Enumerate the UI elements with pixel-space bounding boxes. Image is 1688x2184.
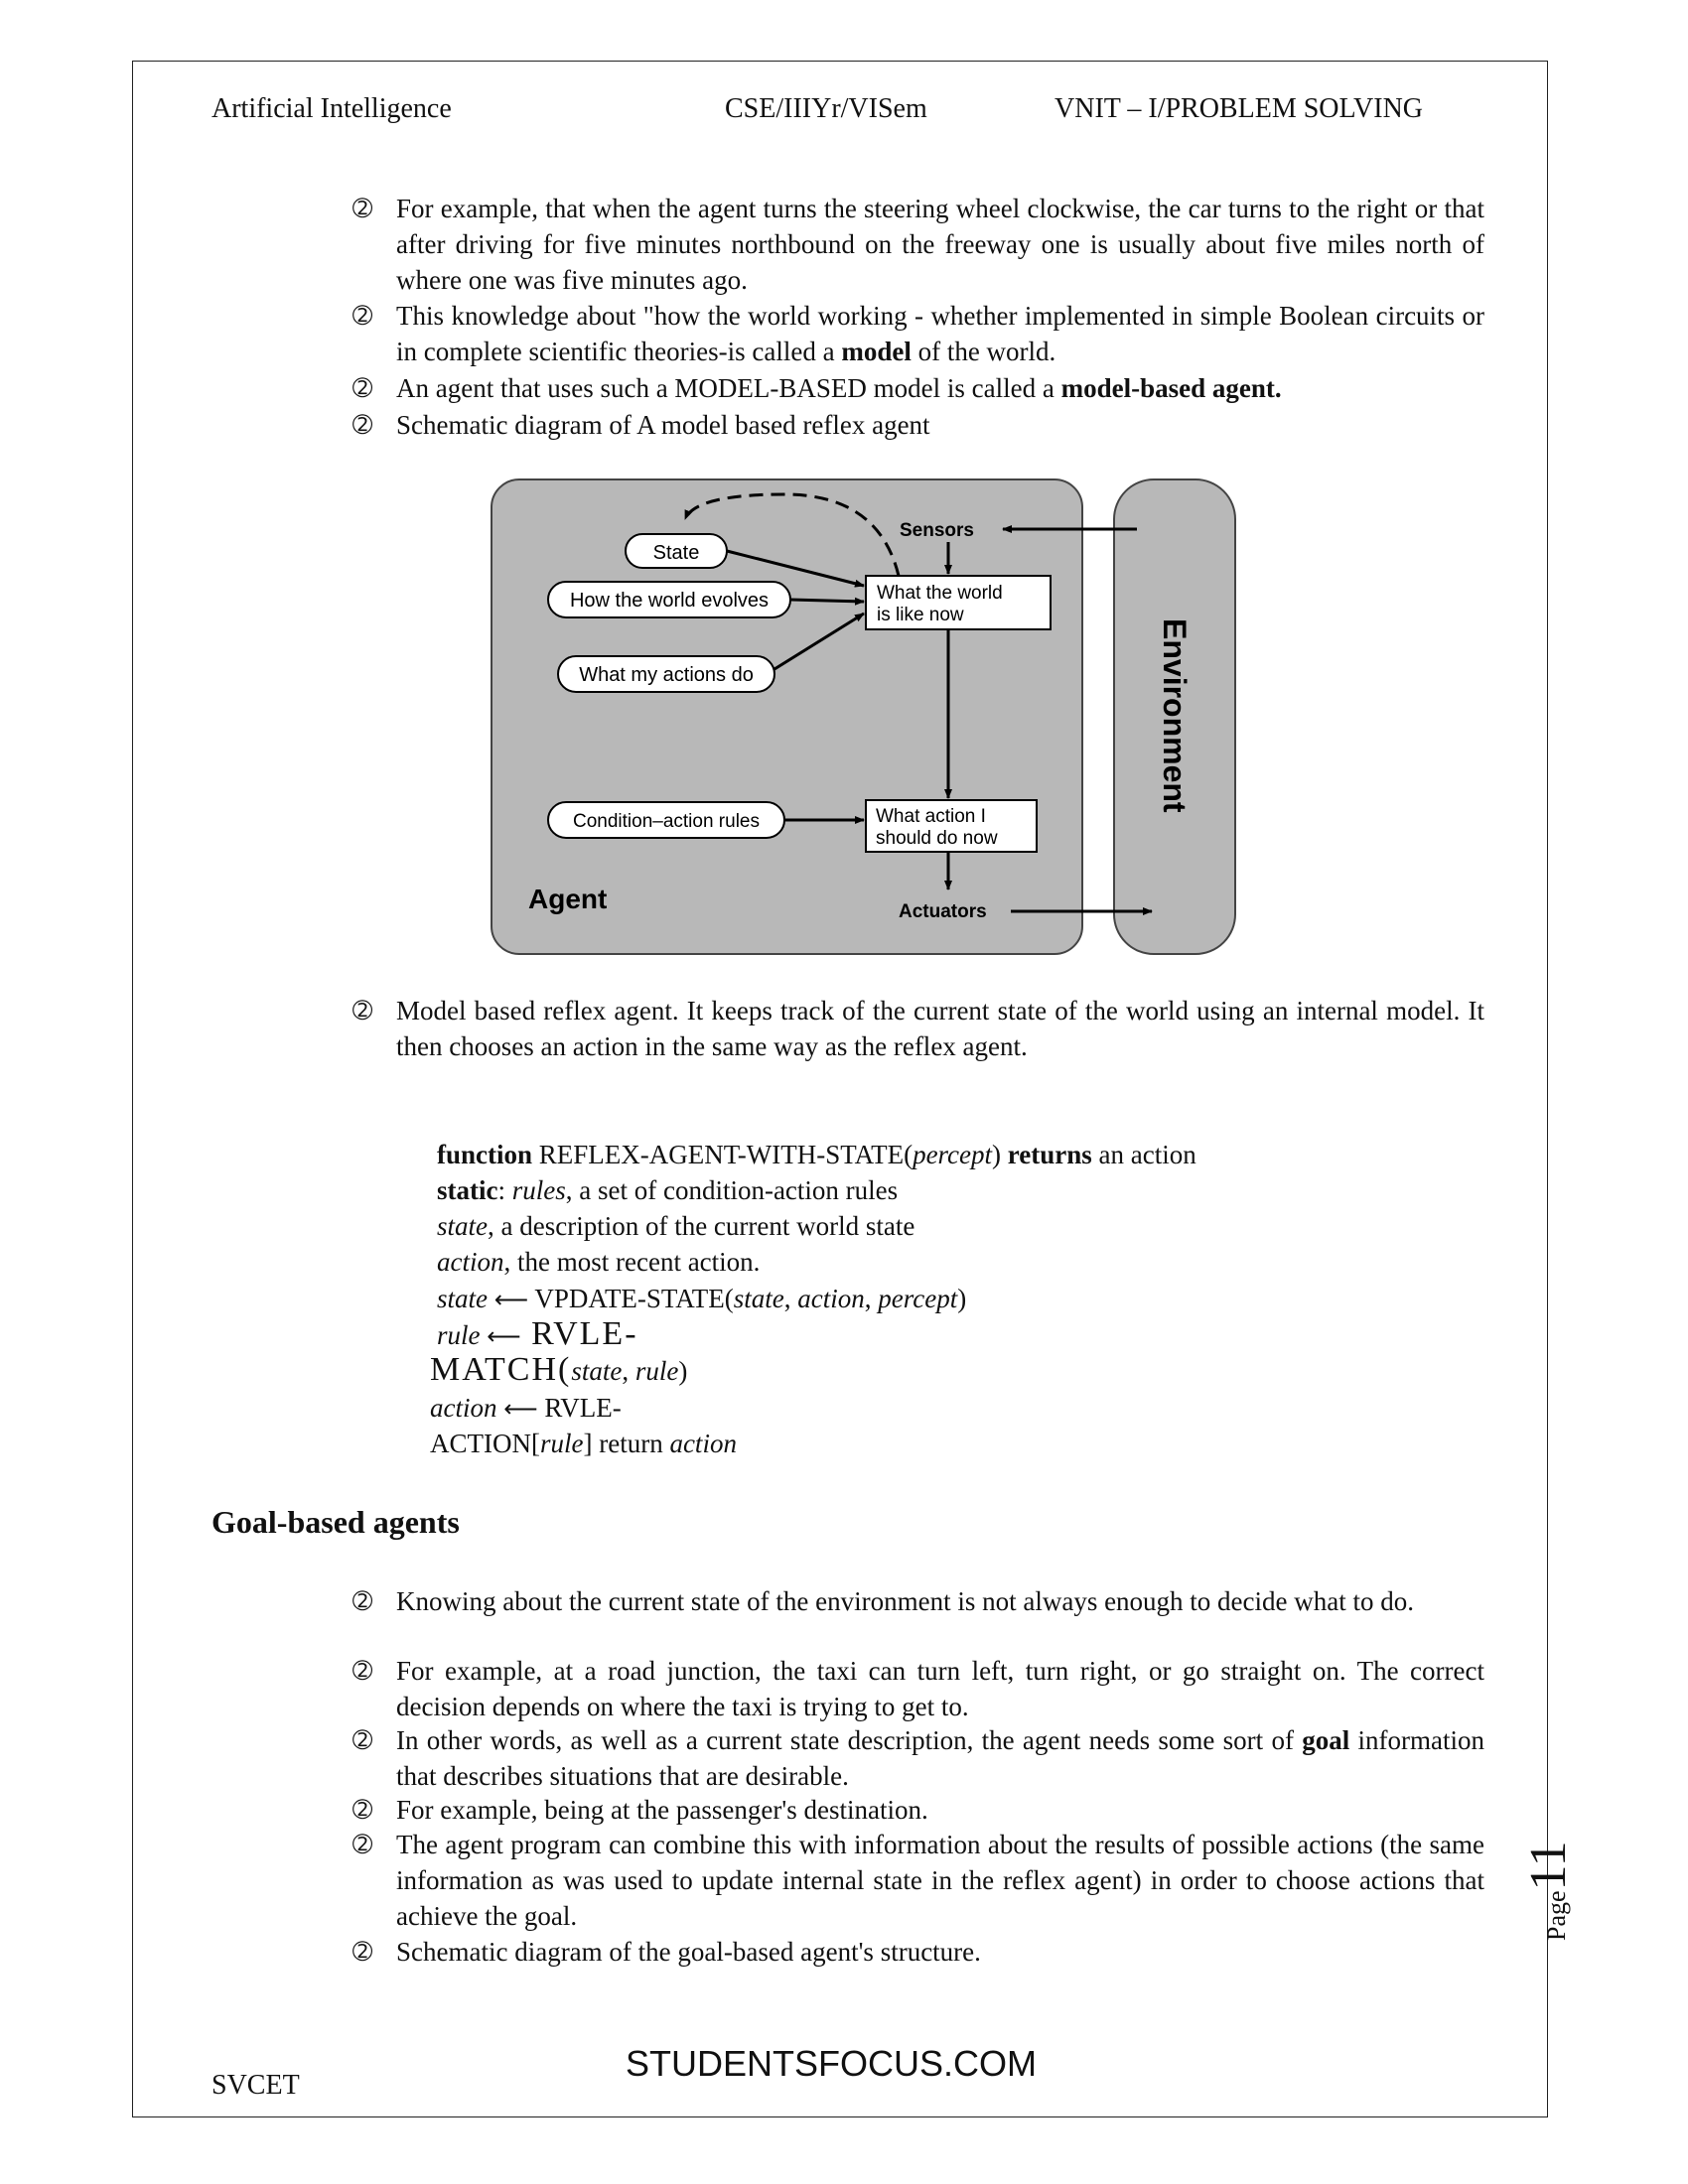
bullet-text: The agent program can combine this with information about the results of possible actions (the same information as was used to update internal state in the reflex agent) in order to choose actions that achieve the goal.	[396, 1830, 1484, 1931]
code-line-5: state ⟵ VPDATE-STATE(state, action, percept)	[437, 1284, 967, 1313]
bullet-icon: ➁	[352, 1796, 373, 1824]
model-based-agent-diagram	[487, 475, 1241, 961]
code-line-8: action ⟵ RVLE-	[430, 1393, 622, 1423]
bullet-icon: ➁	[352, 1726, 373, 1754]
bullet-bold-text: goal	[1302, 1725, 1350, 1755]
bullet-icon: ➁	[352, 1657, 373, 1685]
footer-site: STUDENTSFOCUS.COM	[626, 2043, 1037, 2084]
action-now-label-line2: should do now	[876, 828, 998, 849]
world-now-label-line2: is like now	[877, 605, 964, 625]
bullet-icon: ➁	[352, 1938, 373, 1966]
bullet-bold-text: model	[841, 337, 912, 366]
footer-college: SVCET	[211, 2070, 300, 2101]
bullet-icon: ➁	[352, 997, 373, 1024]
action-now-label-line1: What action I	[876, 806, 986, 827]
bullet-item	[352, 370, 1484, 406]
my-actions-label: What my actions do	[579, 664, 754, 686]
world-now-label-line1: What the world	[877, 583, 1003, 604]
header-course: Artificial Intelligence	[211, 93, 452, 124]
code-line-2: static: rules, a set of condition-action rules	[437, 1175, 899, 1205]
bullet-icon: ➁	[352, 1587, 373, 1615]
bullet-icon: ➁	[352, 374, 373, 402]
bullet-item	[352, 1583, 1484, 1619]
bullet-text: Knowing about the current state of the environment is not always enough to decide what to do.	[396, 1586, 1414, 1616]
bullet-item	[352, 1827, 1484, 1934]
bullet-item	[352, 993, 1484, 1064]
bullet-item	[352, 191, 1484, 298]
bullet-item	[352, 1934, 1484, 1970]
assign-arrow-icon: ⟵	[493, 1286, 529, 1313]
assign-arrow-icon: ⟵	[503, 1395, 538, 1423]
bullet-icon: ➁	[352, 1831, 373, 1858]
bullet-text-tail: of the world.	[911, 337, 1056, 366]
bullet-icon: ➁	[352, 411, 373, 439]
code-line-4: action, the most recent action.	[437, 1247, 761, 1277]
bullet-text: Model based reflex agent. It keeps track of the current state of the world using an internal model. It then chooses an action in the same way as the reflex agent.	[396, 996, 1484, 1061]
actuators-label: Actuators	[899, 901, 987, 922]
bullet-text: For example, at a road junction, the taxi can turn left, turn right, or go straight on. The correct decision depends on where the taxi is trying to get to.	[396, 1656, 1484, 1721]
environment-label: Environment	[1157, 618, 1193, 813]
page-number: Page11	[1520, 1841, 1577, 1941]
bullet-text-tail: information that describes situations that are desirable.	[396, 1725, 1484, 1791]
bullet-item	[352, 1792, 1484, 1828]
bullet-bold-text: model-based agent.	[1060, 373, 1282, 403]
bullet-item	[352, 407, 1484, 443]
bullet-text: In other words, as well as a current state description, the agent needs some sort of	[396, 1725, 1303, 1755]
state-label: State	[652, 542, 700, 564]
agent-label: Agent	[528, 884, 608, 914]
bullet-text: For example, that when the agent turns the steering wheel clockwise, the car turns to the right or that after driving for five minutes northbound on the freeway one is usually about five miles north of where one was five minutes ago.	[396, 194, 1484, 295]
code-line-3: state, a description of the current world state	[437, 1211, 915, 1241]
bullet-text: An agent that uses such a MODEL-BASED model is called a	[396, 373, 1061, 403]
bullet-text: Schematic diagram of the goal-based agent's structure.	[396, 1937, 981, 1967]
bullet-text: This knowledge about "how the world working - whether implemented in simple Boolean circuits or in complete scientific theories-is called a	[396, 301, 1484, 366]
assign-arrow-icon: ⟵	[487, 1322, 521, 1350]
bullet-item	[352, 298, 1484, 369]
code-line-7: MATCH(state, rule)	[430, 1351, 688, 1388]
code-line-9: ACTION[rule] return action	[430, 1429, 737, 1458]
code-line-1: function REFLEX-AGENT-WITH-STATE(percept) returns an action	[437, 1140, 1196, 1169]
section-title: Goal-based agents	[211, 1504, 460, 1540]
bullet-text: Schematic diagram of A model based reflex agent	[396, 410, 930, 440]
header-unit: VNIT – I/PROBLEM SOLVING	[1055, 93, 1424, 124]
world-evolves-label: How the world evolves	[569, 590, 770, 612]
header-class: CSE/IIIYr/VISem	[725, 93, 927, 124]
bullet-item	[352, 1722, 1484, 1794]
bullet-icon: ➁	[352, 302, 373, 330]
sensors-label: Sensors	[900, 520, 974, 541]
bullet-icon: ➁	[352, 195, 373, 222]
bullet-text: For example, being at the passenger's destination.	[396, 1795, 928, 1825]
bullet-item	[352, 1653, 1484, 1724]
rules-label: Condition–action rules	[572, 811, 761, 832]
code-line-6: rule ⟵ RVLE-	[437, 1315, 638, 1352]
evolves-to-world-arrow	[790, 600, 864, 602]
